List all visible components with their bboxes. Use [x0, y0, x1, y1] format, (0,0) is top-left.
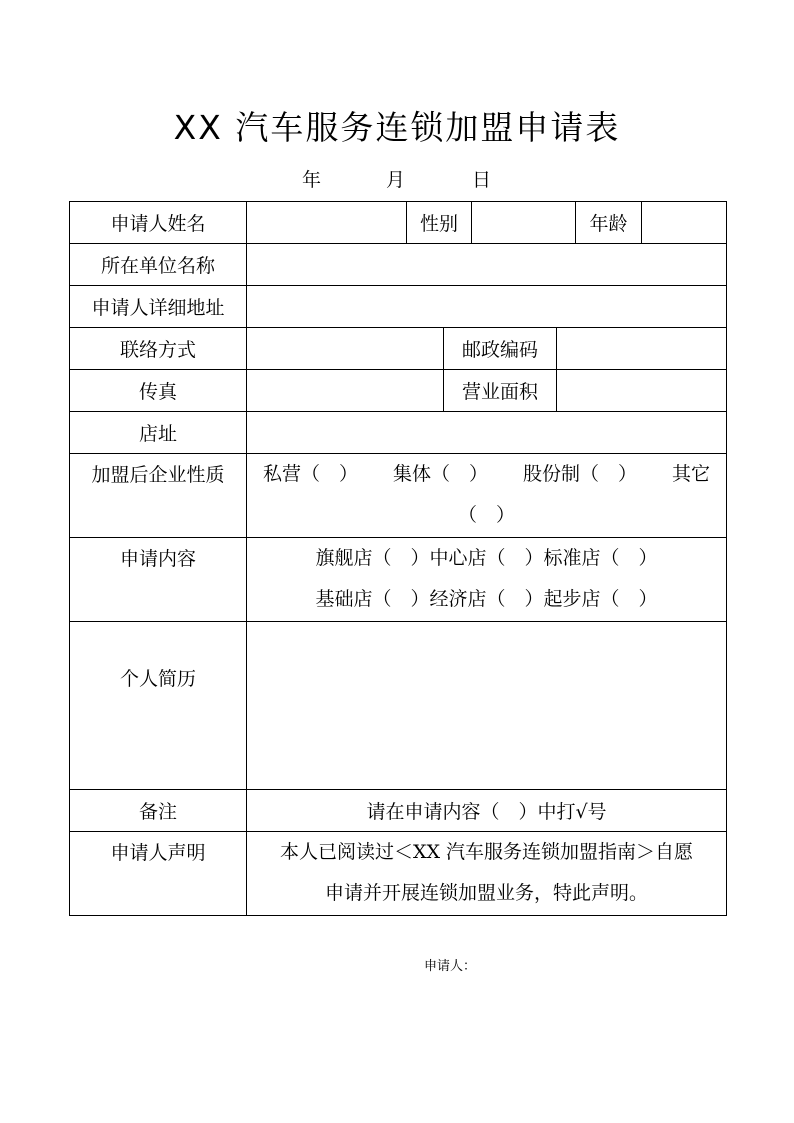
gender-field[interactable]: [472, 202, 576, 244]
form-title: XX 汽车服务连锁加盟申请表: [173, 108, 621, 147]
nature-option-shareholding[interactable]: 股份制（ ）: [523, 463, 638, 485]
gender-label: 性别: [407, 202, 472, 244]
age-field[interactable]: [642, 202, 727, 244]
row-nature: [70, 454, 727, 538]
declaration-label: 申请人声明: [70, 832, 247, 916]
nature-option-other[interactable]: 其它: [672, 463, 711, 485]
content-line-1[interactable]: 旗舰店（ ）中心店（ ）标准店（ ）: [315, 547, 658, 569]
row-declaration: [70, 832, 727, 916]
content-label: 申请内容: [70, 538, 247, 622]
remark-label: 备注: [70, 790, 247, 832]
nature-label: 加盟后企业性质: [70, 454, 247, 538]
date-day-label: 日: [472, 169, 492, 191]
store-address-label: 店址: [70, 412, 247, 454]
resume-label: 个人简历: [70, 622, 247, 790]
applicant-name-field[interactable]: [247, 202, 407, 244]
nature-options: [247, 454, 727, 538]
age-label: 年龄: [576, 202, 642, 244]
contact-field[interactable]: [247, 328, 444, 370]
area-field[interactable]: [557, 370, 727, 412]
row-store-address: [70, 412, 727, 454]
row-resume: [70, 622, 727, 790]
company-label: 所在单位名称: [70, 244, 247, 286]
content-line-2[interactable]: 基础店（ ）经济店（ ）起步店（ ）: [315, 588, 658, 610]
row-content: [70, 538, 727, 622]
company-field[interactable]: [247, 244, 727, 286]
postcode-label: 邮政编码: [444, 328, 557, 370]
store-address-field[interactable]: [247, 412, 727, 454]
date-month-label: 月: [386, 169, 406, 191]
nature-other-paren[interactable]: （ ）: [458, 504, 516, 526]
address-field[interactable]: [247, 286, 727, 328]
applicant-name-label: 申请人姓名: [70, 202, 247, 244]
fax-label: 传真: [70, 370, 247, 412]
row-fax: [70, 370, 727, 412]
nature-option-private[interactable]: 私营（ ）: [263, 463, 359, 485]
content-options: [247, 538, 727, 622]
signature-label: 申请人：: [424, 959, 477, 974]
nature-option-collective[interactable]: 集体（ ）: [393, 463, 489, 485]
fax-field[interactable]: [247, 370, 444, 412]
application-form-table: [69, 201, 727, 916]
resume-field[interactable]: [247, 622, 727, 790]
remark-text: 请在申请内容（ ）中打√号: [247, 790, 727, 832]
row-applicant-name: [70, 202, 727, 244]
postcode-field[interactable]: [557, 328, 727, 370]
declaration-line-2: 申请并开展连锁加盟业务，特此声明。: [325, 882, 649, 904]
row-contact: [70, 328, 727, 370]
row-company: [70, 244, 727, 286]
row-address: [70, 286, 727, 328]
declaration-text: [247, 832, 727, 916]
address-label: 申请人详细地址: [70, 286, 247, 328]
row-remark: [70, 790, 727, 832]
contact-label: 联络方式: [70, 328, 247, 370]
area-label: 营业面积: [444, 370, 557, 412]
declaration-line-1: 本人已阅读过＜XX 汽车服务连锁加盟指南＞自愿: [279, 841, 694, 863]
date-year-label: 年: [302, 169, 322, 191]
